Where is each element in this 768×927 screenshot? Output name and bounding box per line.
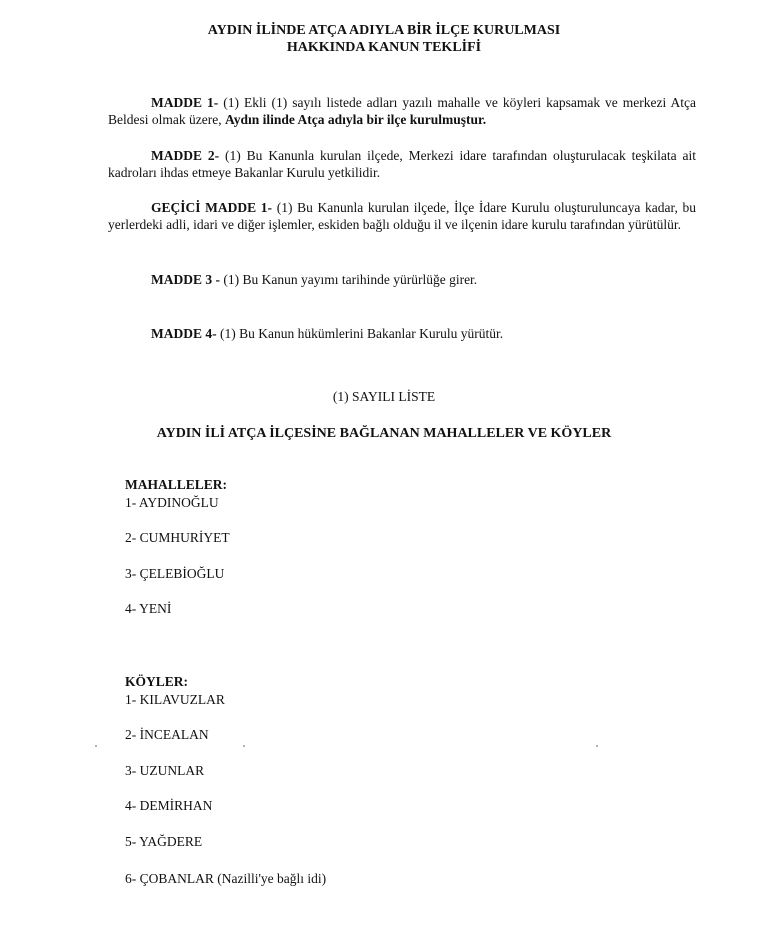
- article-label: MADDE 3 -: [151, 272, 220, 287]
- article-text: (1) Bu Kanunla kurulan ilçede, İlçe İdare Kurulu oluşturuluncaya kadar, bu yerlerdeki adli, idari ve diğer işlemler, eskiden bağlı olduğu il ve ilçenin idare kurulu tarafından yürütülür.: [108, 200, 696, 232]
- list-item: 4- YENİ: [125, 601, 172, 616]
- article-text: (1) Ekli (1) sayılı listede adları yazılı mahalle ve köyleri kapsamak ve merkezi Atça Beldesi olmak üzere,: [108, 95, 697, 127]
- list-item: 5- YAĞDERE: [125, 834, 203, 849]
- article-label: GEÇİCİ MADDE 1-: [151, 200, 273, 215]
- article-madde-3: [151, 271, 477, 288]
- list-item: 1- KILAVUZLAR: [125, 692, 225, 707]
- list-item: 2- İNCEALAN: [125, 727, 209, 742]
- scan-speck: [95, 745, 97, 747]
- article-madde-1: [108, 94, 696, 128]
- article-label: MADDE 1-: [151, 95, 219, 110]
- document-title-line-1: AYDIN İLİNDE ATÇA ADIYLA BİR İLÇE KURULMASI: [207, 23, 561, 38]
- scan-speck: [243, 745, 245, 747]
- list-item: 3- ÇELEBİOĞLU: [125, 566, 225, 581]
- article-gecici-madde-1: [108, 199, 696, 233]
- article-madde-2: [108, 147, 696, 181]
- article-text: (1) Bu Kanun yayımı tarihinde yürürlüğe girer.: [220, 272, 478, 287]
- mahalleler-heading: MAHALLELER:: [125, 477, 228, 492]
- list-item: 2- CUMHURİYET: [125, 530, 230, 545]
- list-item: 1- AYDINOĞLU: [125, 495, 219, 510]
- list-item: 6- ÇOBANLAR (Nazilli'ye bağlı idi): [125, 871, 327, 886]
- koyler-heading: KÖYLER:: [125, 674, 189, 689]
- article-label: MADDE 4-: [151, 326, 217, 341]
- scan-speck: [596, 745, 598, 747]
- article-text-bold: Aydın ilinde Atça adıyla bir ilçe kurulmuştur.: [224, 112, 487, 127]
- list-item: 4- DEMİRHAN: [125, 798, 213, 813]
- article-text: (1) Bu Kanunla kurulan ilçede, Merkezi idare tarafından oluşturulacak teşkilata ait kadroları ihdas etmeye Bakanlar Kurulu yetkilidir.: [108, 148, 696, 180]
- list-caption: (1) SAYILI LİSTE: [332, 389, 436, 404]
- article-label: MADDE 2-: [151, 148, 220, 163]
- document-title-line-2: HAKKINDA KANUN TEKLİFİ: [286, 40, 482, 55]
- list-item: 3- UZUNLAR: [125, 763, 205, 778]
- list-heading: AYDIN İLİ ATÇA İLÇESİNE BAĞLANAN MAHALLELER VE KÖYLER: [156, 426, 612, 441]
- article-madde-4: [151, 325, 503, 342]
- article-text: (1) Bu Kanun hükümlerini Bakanlar Kurulu yürütür.: [216, 326, 504, 341]
